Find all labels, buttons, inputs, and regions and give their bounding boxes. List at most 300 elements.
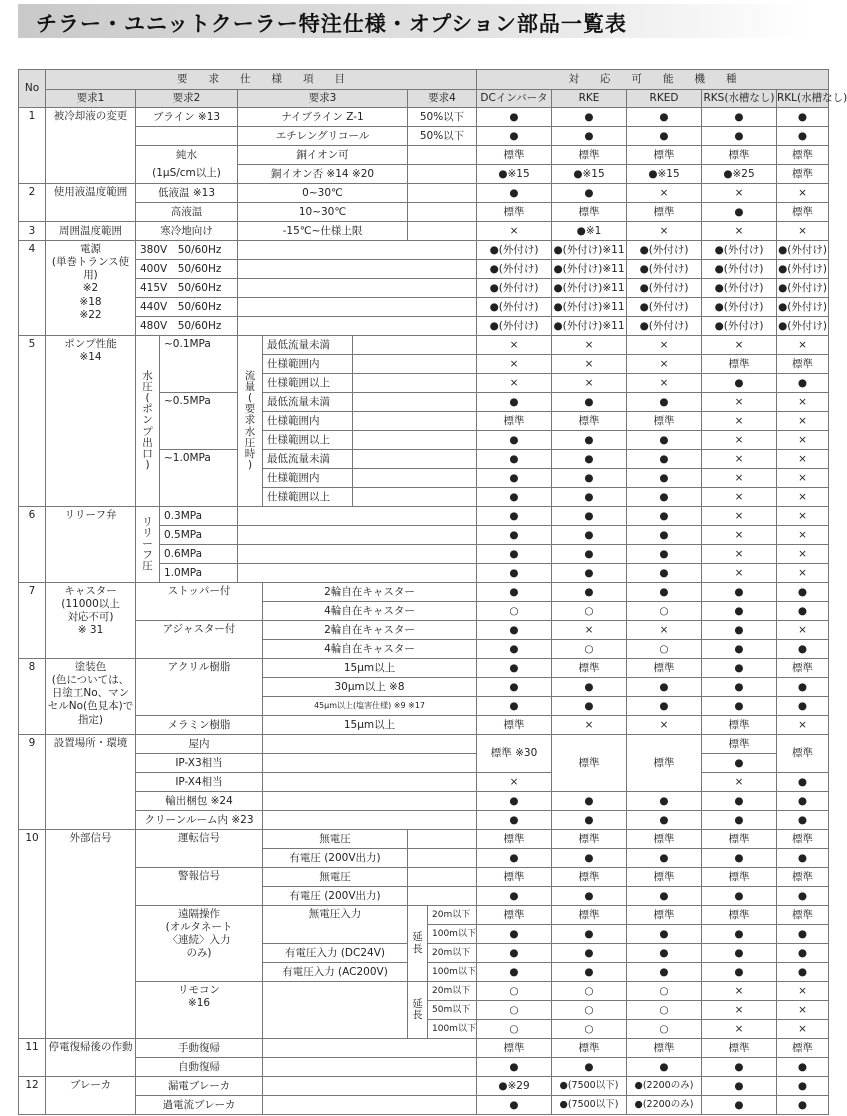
cell-dc: ● xyxy=(477,431,552,450)
cell-rke: ●(外付け)※11 xyxy=(552,279,627,298)
distance-cell: 50m以下 xyxy=(428,1001,477,1020)
cell-rkl: × xyxy=(777,621,829,640)
cell-rke: ○ xyxy=(552,640,627,659)
cell-rkl: ●(外付け) xyxy=(777,260,829,279)
req1-line: 対応不可) xyxy=(67,611,114,624)
header-no: No xyxy=(19,70,46,108)
req4-cell: 50%以下 xyxy=(408,127,477,146)
cell-rks: ● xyxy=(702,640,777,659)
cell-rkl: ● xyxy=(777,374,829,393)
cell-rks: ● xyxy=(702,678,777,697)
cell-rkl: ● xyxy=(777,697,829,716)
cell-rked: ●(外付け) xyxy=(627,317,702,336)
cell-rke: ● xyxy=(552,564,627,583)
req4-cell xyxy=(408,830,477,849)
req3-cell xyxy=(263,735,477,754)
req3-cell: 2輪自在キャスター xyxy=(263,621,477,640)
cell-dc: ● xyxy=(477,545,552,564)
cell-dc: ○ xyxy=(477,1020,552,1039)
header-model-rks: RKS(水槽なし) xyxy=(702,90,777,108)
cell-rked: ● xyxy=(627,583,702,602)
cell-rkl: × xyxy=(777,564,829,583)
req1-line: ※ 31 xyxy=(77,624,104,637)
cell-rks: ● xyxy=(702,849,777,868)
extension-vertical-label xyxy=(408,982,428,1039)
req2-cell: 寒冷地向け xyxy=(136,222,238,241)
cell-dc: ●※29 xyxy=(477,1077,552,1096)
cell-dc: ● xyxy=(477,526,552,545)
cell-rked: × xyxy=(627,621,702,640)
cell-rked: ● xyxy=(627,925,702,944)
cell-rkl: × xyxy=(777,507,829,526)
cell-rked: ○ xyxy=(627,982,702,1001)
cell-rke: ● xyxy=(552,697,627,716)
cell-rkl: ● xyxy=(777,602,829,621)
cell-rkl: × xyxy=(777,469,829,488)
req4-cell xyxy=(408,887,477,906)
cell-rke: ●(外付け)※11 xyxy=(552,317,627,336)
req2-cell: クリーンルーム内 ※23 xyxy=(136,811,263,830)
cell-rks: 標準 xyxy=(702,1039,777,1058)
cell-rkl: 標準 xyxy=(777,1039,829,1058)
cell-rked: × xyxy=(627,222,702,241)
cell-rke: 標準 xyxy=(552,1039,627,1058)
cell-rks: ● xyxy=(702,963,777,982)
cell-rkl: 標準 xyxy=(777,146,829,165)
req3-cell xyxy=(238,279,477,298)
cell-rke: ●(外付け)※11 xyxy=(552,241,627,260)
req1-line: (単巻トランス使用) xyxy=(51,256,130,282)
req1-line: 塗装色 xyxy=(74,661,107,673)
cell-rkl: ● xyxy=(777,925,829,944)
cell-rks: ● xyxy=(702,108,777,127)
cell-rks: × xyxy=(702,393,777,412)
req4-cell xyxy=(353,431,477,450)
spec-table xyxy=(18,69,847,1115)
req3-cell xyxy=(238,545,477,564)
cell-rked: ● xyxy=(627,507,702,526)
req1-cell xyxy=(46,241,136,336)
req2-cell xyxy=(136,127,238,146)
row-no: 1 xyxy=(19,108,46,184)
cell-rks: × xyxy=(702,412,777,431)
pressure-range: ~0.5MPa xyxy=(160,393,238,450)
cell-dc: ●(外付け) xyxy=(477,317,552,336)
req2-line: のみ) xyxy=(186,947,212,960)
cell-dc: 標準 xyxy=(477,203,552,222)
cell-rkl: 標準 xyxy=(777,165,829,184)
cell-rkl: × xyxy=(777,450,829,469)
req2-cell: 高液温 xyxy=(136,203,238,222)
cell-rks: ● xyxy=(702,583,777,602)
req1-cell: 設置場所・環境 xyxy=(46,735,136,830)
cell-rked: ● xyxy=(627,526,702,545)
cell-dc: × xyxy=(477,374,552,393)
cell-dc: 標準 xyxy=(477,412,552,431)
req3-cell xyxy=(238,507,477,526)
relief-pressure: 0.6MPa xyxy=(160,545,238,564)
req4-cell xyxy=(353,336,477,355)
cell-dc: ● xyxy=(477,659,552,678)
cell-rks: ● xyxy=(702,887,777,906)
cell-rked: ● xyxy=(627,697,702,716)
req2-cell: 過電流ブレーカ xyxy=(136,1096,263,1115)
cell-rked: 標準 xyxy=(627,659,702,678)
cell-rked: ● xyxy=(627,944,702,963)
cell-rks: 標準 xyxy=(702,146,777,165)
cell-rke: 標準 xyxy=(552,906,627,925)
cell-rkl: ● xyxy=(777,792,829,811)
cell-dc: ● xyxy=(477,944,552,963)
cell-dc: ● xyxy=(477,925,552,944)
cell-rke: ● xyxy=(552,887,627,906)
header-req4: 要求4 xyxy=(408,90,477,108)
cell-rked: ● xyxy=(627,887,702,906)
req3-cell xyxy=(238,564,477,583)
req4-cell xyxy=(353,469,477,488)
cell-rkl: × xyxy=(777,336,829,355)
cell-rked: 標準 xyxy=(627,412,702,431)
cell-rke: ● xyxy=(552,469,627,488)
cell-rked: × xyxy=(627,374,702,393)
cell-rks: ● xyxy=(702,925,777,944)
cell-rks: 標準 xyxy=(702,735,777,754)
cell-dc: ● xyxy=(477,184,552,203)
cell-rks: × xyxy=(702,564,777,583)
req2-cell xyxy=(136,982,263,1039)
req3-cell: エチレングリコール xyxy=(238,127,408,146)
cell-rks: ● xyxy=(702,203,777,222)
cell-rke: ● xyxy=(552,526,627,545)
cell-dc: 標準 xyxy=(477,716,552,735)
req1-cell xyxy=(46,659,136,735)
cell-rke: ●(外付け)※11 xyxy=(552,298,627,317)
header-req3: 要求3 xyxy=(238,90,408,108)
cell-rke: ●(7500以下) xyxy=(552,1077,627,1096)
cell-rked: ● xyxy=(627,431,702,450)
cell-dc: ●(外付け) xyxy=(477,279,552,298)
req4-cell xyxy=(408,165,477,184)
cell-rke: × xyxy=(552,336,627,355)
cell-dc: ● xyxy=(477,393,552,412)
cell-rkl: × xyxy=(777,488,829,507)
cell-rke: ● xyxy=(552,944,627,963)
cell-rkl: ●(外付け) xyxy=(777,317,829,336)
cell-rks: × xyxy=(702,773,777,792)
cell-rks: ● xyxy=(702,127,777,146)
cell-dc: × xyxy=(477,773,552,792)
cell-rks: ● xyxy=(702,754,777,773)
req3-cell: 2輪自在キャスター xyxy=(263,583,477,602)
cell-rks: ●(外付け) xyxy=(702,298,777,317)
cell-rked: ●(2200のみ) xyxy=(627,1096,702,1115)
cell-dc: × xyxy=(477,355,552,374)
cell-rked: × xyxy=(627,355,702,374)
row-no: 3 xyxy=(19,222,46,241)
req1-line: ポンプ性能 xyxy=(64,338,117,350)
title-bar xyxy=(18,4,808,38)
cell-rkl: × xyxy=(777,545,829,564)
req3-cell: 0~30℃ xyxy=(238,184,408,203)
req1-line: セルNo(色見本)で xyxy=(47,700,134,713)
cell-dc: ● xyxy=(477,564,552,583)
req1-cell: リリーフ弁 xyxy=(46,507,136,583)
cell-rked: ● xyxy=(627,678,702,697)
distance-cell: 20m以下 xyxy=(428,982,477,1001)
row-no: 12 xyxy=(19,1077,46,1115)
cell-dc: 標準 xyxy=(477,830,552,849)
req1-line: (11000以上 xyxy=(61,598,120,611)
header-req-group: 要 求 仕 様 項 目 xyxy=(46,70,477,90)
cell-rke: ○ xyxy=(552,1001,627,1020)
cell-dc: ● xyxy=(477,469,552,488)
req3-cell: 4輪自在キャスター xyxy=(263,602,477,621)
cell-dc: ● xyxy=(477,1096,552,1115)
cell-rkl: ● xyxy=(777,678,829,697)
req3-cell: 銅イオン否 ※14 ※20 xyxy=(238,165,408,184)
cell-dc: ● xyxy=(477,621,552,640)
cell-rks: × xyxy=(702,431,777,450)
req2-cell: (1μS/cm以上) xyxy=(136,165,238,184)
req3-cell: 4輪自在キャスター xyxy=(263,640,477,659)
cell-rke: ○ xyxy=(552,1020,627,1039)
req2-cell: 手動復帰 xyxy=(136,1039,263,1058)
cell-rked: ● xyxy=(627,849,702,868)
req1-line: ※18 xyxy=(79,295,102,308)
cell-rks: × xyxy=(702,488,777,507)
extension-label-text: 延 長 xyxy=(412,997,423,1021)
cell-rkl: × xyxy=(777,184,829,203)
cell-rked: ● xyxy=(627,127,702,146)
req3-cell xyxy=(263,792,477,811)
cell-dc: ● xyxy=(477,450,552,469)
cell-rked: ○ xyxy=(627,1020,702,1039)
cell-rks: ● xyxy=(702,697,777,716)
cell-rkl: ● xyxy=(777,887,829,906)
cell-dc: ●※15 xyxy=(477,165,552,184)
cell-dc: 標準 xyxy=(477,906,552,925)
cell-rkl: ●(外付け) xyxy=(777,241,829,260)
cell-rkl: × xyxy=(777,222,829,241)
cell-rks: × xyxy=(702,450,777,469)
req1-cell: 周囲温度範囲 xyxy=(46,222,136,241)
flow-cell: 仕様範囲内 xyxy=(263,469,353,488)
cell-rks: × xyxy=(702,469,777,488)
req3-cell xyxy=(238,241,477,260)
req1-cell: ブレーカ xyxy=(46,1077,136,1115)
cell-rke: ● xyxy=(552,963,627,982)
cell-rke: 標準 xyxy=(552,830,627,849)
flow-vertical-label xyxy=(238,336,263,507)
req4-cell xyxy=(353,450,477,469)
cell-rks: 標準 xyxy=(702,906,777,925)
cell-rke: × xyxy=(552,716,627,735)
cell-rked: ●※15 xyxy=(627,165,702,184)
req3-cell: 無電圧入力 xyxy=(263,906,408,944)
req1-cell: 使用液温度範囲 xyxy=(46,184,136,222)
req3-cell: -15℃~仕様上限 xyxy=(238,222,408,241)
cell-rked: 標準 xyxy=(627,146,702,165)
cell-rke: ● xyxy=(552,678,627,697)
cell-rks: ● xyxy=(702,1058,777,1077)
req3-cell: 有電圧入力 (AC200V) xyxy=(263,963,408,982)
cell-dc: ○ xyxy=(477,602,552,621)
cell-rks: × xyxy=(702,1001,777,1020)
distance-cell: 20m以下 xyxy=(428,944,477,963)
req1-line: ※2 xyxy=(82,282,99,295)
req1-cell: 被冷却液の変更 xyxy=(46,108,136,184)
cell-rkl: × xyxy=(777,1001,829,1020)
row-no: 10 xyxy=(19,830,46,1039)
distance-cell: 100m以下 xyxy=(428,963,477,982)
distance-cell: 20m以下 xyxy=(428,906,477,925)
cell-rked: ● xyxy=(627,450,702,469)
cell-rks: ● xyxy=(702,792,777,811)
cell-dc: × xyxy=(477,222,552,241)
cell-rkl: ● xyxy=(777,944,829,963)
cell-rked: ○ xyxy=(627,640,702,659)
req1-line: 日塗工No、マン xyxy=(51,687,130,700)
req2-cell: 400V 50/60Hz xyxy=(136,260,238,279)
cell-rks: × xyxy=(702,545,777,564)
row-no: 2 xyxy=(19,184,46,222)
req3-cell: 30μm以上 ※8 xyxy=(263,678,477,697)
req1-cell: 外部信号 xyxy=(46,830,136,1039)
cell-rkl: × xyxy=(777,393,829,412)
cell-rkl: × xyxy=(777,412,829,431)
cell-dc: ● xyxy=(477,792,552,811)
header-model-dc: DCインバータ xyxy=(477,90,552,108)
req2-cell: IP-X3相当 xyxy=(136,754,263,773)
cell-rke: ●(外付け)※11 xyxy=(552,260,627,279)
row-no: 4 xyxy=(19,241,46,336)
cell-dc: ●(外付け) xyxy=(477,241,552,260)
cell-rkl: ● xyxy=(777,583,829,602)
pressure-label-text: 水 圧 ( ポ ン プ 出 口 ) xyxy=(142,370,153,471)
cell-rkl: ● xyxy=(777,811,829,830)
cell-rked: × xyxy=(627,716,702,735)
cell-rks: 標準 xyxy=(702,355,777,374)
cell-rke: ● xyxy=(552,450,627,469)
row-no: 6 xyxy=(19,507,46,583)
cell-dc: ● xyxy=(477,640,552,659)
cell-rke: 標準 xyxy=(552,659,627,678)
cell-rkl: 標準 xyxy=(777,659,829,678)
cell-rked: × xyxy=(627,184,702,203)
cell-rked: ● xyxy=(627,811,702,830)
cell-rkl: ● xyxy=(777,773,829,792)
relief-label-text: リ リ ー フ 圧 xyxy=(142,515,153,573)
cell-rke: 標準 xyxy=(552,868,627,887)
req4-cell xyxy=(353,412,477,431)
pressure-vertical-label xyxy=(136,336,160,507)
cell-dc: ●(外付け) xyxy=(477,298,552,317)
cell-rked: 標準 xyxy=(627,906,702,925)
distance-cell: 100m以下 xyxy=(428,925,477,944)
req2-cell: 440V 50/60Hz xyxy=(136,298,238,317)
cell-rked: ● xyxy=(627,792,702,811)
cell-rke: ● xyxy=(552,184,627,203)
cell-rked: 標準 xyxy=(627,830,702,849)
row-no: 11 xyxy=(19,1039,46,1077)
cell-rke: ●(7500以下) xyxy=(552,1096,627,1115)
cell-rked: ○ xyxy=(627,1001,702,1020)
cell-rke: × xyxy=(552,621,627,640)
cell-rked: ●(外付け) xyxy=(627,260,702,279)
cell-rke: ● xyxy=(552,393,627,412)
cell-dc: ● xyxy=(477,488,552,507)
req4-cell xyxy=(353,355,477,374)
cell-rked: × xyxy=(627,336,702,355)
req3-cell: 10~30℃ xyxy=(238,203,408,222)
req4-cell xyxy=(408,222,477,241)
header-model-rkl: RKL(水槽なし) xyxy=(777,90,829,108)
req2-line: ※16 xyxy=(187,997,211,1010)
relief-pressure: 1.0MPa xyxy=(160,564,238,583)
cell-rks: × xyxy=(702,1020,777,1039)
cell-rkl: ● xyxy=(777,1058,829,1077)
page-title: チラー・ユニットクーラー特注仕様・オプション部品一覧表 xyxy=(36,12,627,36)
req2-cell: 480V 50/60Hz xyxy=(136,317,238,336)
cell-dc: ● xyxy=(477,108,552,127)
cell-dc: × xyxy=(477,336,552,355)
req3-cell xyxy=(238,317,477,336)
cell-rkl: 標準 xyxy=(777,830,829,849)
req1-cell: 停電復帰後の作動 xyxy=(46,1039,136,1077)
cell-rks: ● xyxy=(702,1077,777,1096)
req3-cell xyxy=(238,526,477,545)
cell-rkl: 標準 xyxy=(777,355,829,374)
cell-dc: ● xyxy=(477,887,552,906)
req4-cell xyxy=(408,184,477,203)
cell-rke: ○ xyxy=(552,602,627,621)
cell-rkl: ● xyxy=(777,1096,829,1115)
cell-rke: ○ xyxy=(552,982,627,1001)
cell-dc: ● xyxy=(477,678,552,697)
req3-cell xyxy=(263,1077,477,1096)
req3-cell: 有電圧入力 (DC24V) xyxy=(263,944,408,963)
cell-rke: ● xyxy=(552,1058,627,1077)
header-model-rked: RKED xyxy=(627,90,702,108)
cell-rkl: × xyxy=(777,1020,829,1039)
req3-cell xyxy=(263,1058,477,1077)
cell-rkl: ●(外付け) xyxy=(777,298,829,317)
cell-rke: ● xyxy=(552,849,627,868)
cell-rke: ● xyxy=(552,792,627,811)
cell-dc: 標準 xyxy=(477,146,552,165)
flow-cell: 仕様範囲内 xyxy=(263,355,353,374)
req4-cell xyxy=(353,393,477,412)
req2-cell: アジャスター付 xyxy=(136,621,263,659)
cell-rked: ● xyxy=(627,488,702,507)
req3-cell xyxy=(263,1096,477,1115)
cell-rked: ● xyxy=(627,108,702,127)
relief-pressure: 0.5MPa xyxy=(160,526,238,545)
flow-cell: 最低流量未満 xyxy=(263,450,353,469)
row-no: 5 xyxy=(19,336,46,507)
cell-rked: 標準 xyxy=(627,203,702,222)
header-model-rke: RKE xyxy=(552,90,627,108)
cell-rks: ● xyxy=(702,659,777,678)
pressure-range: ~0.1MPa xyxy=(160,336,238,393)
flow-cell: 仕様範囲以上 xyxy=(263,431,353,450)
cell-rks: ●※25 xyxy=(702,165,777,184)
req2-line: 〈連続〉入力 xyxy=(167,934,231,947)
req3-cell: 15μm以上 xyxy=(263,716,477,735)
cell-rked: ●(2200のみ) xyxy=(627,1077,702,1096)
req4-cell xyxy=(353,488,477,507)
cell-dc: ● xyxy=(477,1058,552,1077)
